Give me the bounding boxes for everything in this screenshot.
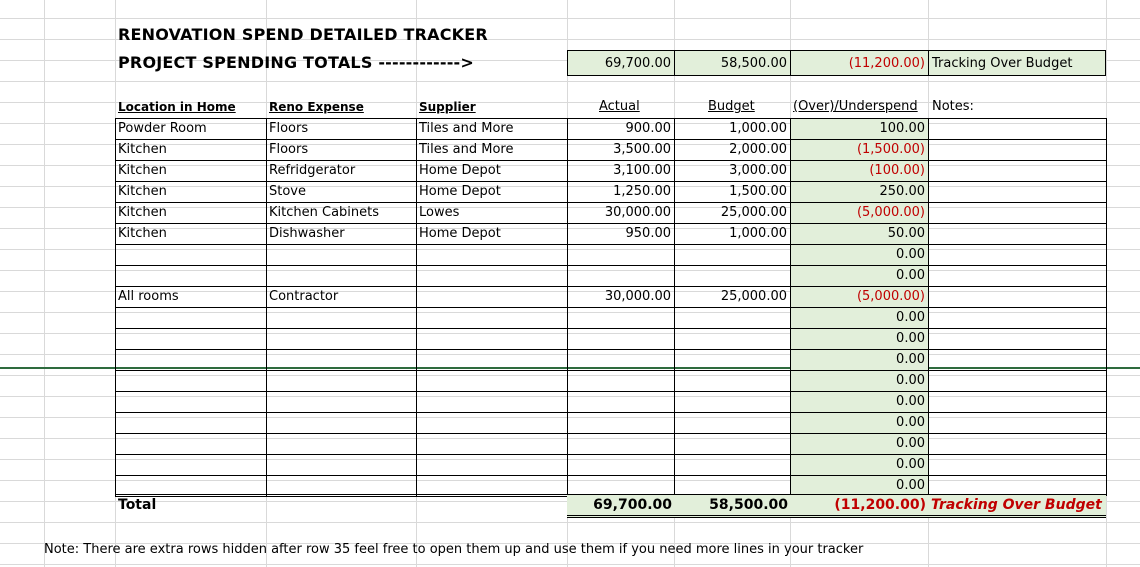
cell-location[interactable]: Kitchen [118,163,167,178]
header-actual: Actual [599,99,640,114]
table-border-h [115,181,1106,182]
cell-budget[interactable]: 2,000.00 [729,142,787,157]
project-totals-label: PROJECT SPENDING TOTALS ------------> [118,53,475,72]
cell-supplier[interactable] [416,475,567,496]
table-border-h [115,307,1106,308]
header-location: Location in Home [118,100,236,114]
cell-actual[interactable] [567,307,674,328]
cell-budget[interactable] [674,454,790,475]
cell-notes[interactable] [928,223,1106,244]
cell-actual[interactable]: 1,250.00 [613,184,671,199]
header-diff: (Over)/Underspend [793,99,918,114]
cell-actual[interactable] [567,433,674,454]
table-border-v [266,118,267,496]
cell-budget[interactable] [674,349,790,370]
table-border-h [115,328,1106,329]
cell-budget[interactable]: 25,000.00 [720,289,787,304]
cell-expense[interactable] [266,244,416,265]
cell-actual[interactable] [567,244,674,265]
cell-diff[interactable]: (5,000.00) [790,202,928,223]
cell-actual[interactable]: 30,000.00 [604,289,671,304]
table-border-h [115,454,1106,455]
cell-notes[interactable] [928,328,1106,349]
cell-notes[interactable] [928,244,1106,265]
gridline-h [0,522,1140,523]
table-border-h [115,202,1106,203]
cell-budget[interactable] [674,475,790,496]
total-border-h [115,494,1106,495]
table-border-h [115,265,1106,266]
cell-location[interactable]: All rooms [118,289,179,304]
cell-notes[interactable] [928,307,1106,328]
total-border-h [567,517,1106,518]
cell-budget[interactable]: 1,000.00 [729,226,787,241]
cell-budget[interactable]: 25,000.00 [720,205,787,220]
total-border-h [567,515,1106,516]
cell-actual[interactable]: 3,500.00 [613,142,671,157]
cell-location[interactable] [115,244,266,265]
cell-supplier[interactable] [416,286,567,307]
cell-location[interactable] [115,328,266,349]
cell-expense[interactable]: Floors [269,142,309,157]
cell-diff[interactable]: 0.00 [790,265,928,286]
cell-expense[interactable]: Contractor [269,289,339,304]
gridline-v [44,0,45,567]
cell-diff[interactable]: (100.00) [790,160,928,181]
cell-location[interactable] [115,454,266,475]
cell-actual[interactable]: 900.00 [625,121,671,136]
cell-budget[interactable] [674,307,790,328]
cell-diff[interactable]: 0.00 [790,349,928,370]
cell-supplier[interactable] [416,349,567,370]
cell-supplier[interactable] [416,370,567,391]
sheet-title: RENOVATION SPEND DETAILED TRACKER [118,25,488,44]
cell-notes[interactable] [928,370,1106,391]
header-expense: Reno Expense [269,100,364,114]
cell-expense[interactable]: Kitchen Cabinets [269,205,380,220]
cell-expense[interactable] [266,454,416,475]
cell-expense[interactable] [266,328,416,349]
gridline-h [0,81,1140,82]
cell-expense[interactable] [266,475,416,496]
total-budget[interactable]: 58,500.00 [674,494,791,517]
cell-location[interactable] [115,370,266,391]
cell-location[interactable] [115,475,266,496]
cell-diff[interactable]: 0.00 [790,454,928,475]
cell-budget[interactable] [674,391,790,412]
gridline-h [0,18,1140,19]
cell-expense[interactable] [266,307,416,328]
table-border-h [115,223,1106,224]
cell-expense[interactable] [266,265,416,286]
cell-expense[interactable] [266,349,416,370]
cell-location[interactable]: Kitchen [118,226,167,241]
cell-diff[interactable]: 0.00 [790,244,928,265]
cell-supplier[interactable] [416,244,567,265]
total-label: Total [118,497,157,513]
cell-supplier[interactable] [416,391,567,412]
table-border-v [1106,118,1107,496]
cell-diff[interactable]: 0.00 [790,412,928,433]
cell-diff[interactable]: 0.00 [790,328,928,349]
table-border-v [928,118,929,496]
cell-expense[interactable] [266,370,416,391]
table-border-h [115,391,1106,392]
cell-budget[interactable] [674,412,790,433]
cell-diff[interactable]: (1,500.00) [790,139,928,160]
table-border-h [115,118,1106,119]
table-border-v [115,118,116,496]
cell-budget[interactable] [674,328,790,349]
footer-note: Note: There are extra rows hidden after row 35 feel free to open them up and use them if you need more lines in your tracker [44,542,864,557]
cell-location[interactable] [115,391,266,412]
cell-supplier[interactable] [416,433,567,454]
table-border-h [115,370,1106,371]
top-total-status[interactable]: Tracking Over Budget [928,50,1106,76]
cell-location[interactable]: Kitchen [118,205,167,220]
cell-budget[interactable] [674,370,790,391]
cell-supplier[interactable]: Tiles and More [419,121,514,136]
cell-notes[interactable] [928,433,1106,454]
cell-supplier[interactable] [416,265,567,286]
cell-location[interactable] [115,265,266,286]
cell-diff[interactable]: 0.00 [790,475,928,496]
cell-notes[interactable] [928,391,1106,412]
table-border-h [115,160,1106,161]
cell-expense[interactable]: Refridgerator [269,163,356,178]
cell-expense[interactable] [266,433,416,454]
cell-location[interactable] [115,412,266,433]
cell-actual[interactable]: 30,000.00 [604,205,671,220]
total-status[interactable]: Tracking Over Budget [928,494,1106,517]
table-border-h [115,433,1106,434]
header-budget: Budget [708,99,755,114]
table-border-h [115,349,1106,350]
cell-location[interactable] [115,433,266,454]
cell-supplier[interactable] [416,412,567,433]
cell-notes[interactable] [928,475,1106,496]
cell-notes[interactable] [928,160,1106,181]
cell-supplier[interactable] [416,454,567,475]
total-diff[interactable]: (11,200.00) [790,494,929,517]
cell-supplier[interactable]: Tiles and More [419,142,514,157]
header-supplier: Supplier [419,100,476,114]
cell-actual[interactable] [567,412,674,433]
table-border-h [115,475,1106,476]
cell-diff[interactable]: 0.00 [790,433,928,454]
table-border-v [567,118,568,496]
table-border-v [416,118,417,496]
cell-actual[interactable] [567,349,674,370]
cell-budget[interactable]: 3,000.00 [729,163,787,178]
total-actual[interactable]: 69,700.00 [567,494,675,517]
cell-diff[interactable]: 100.00 [790,118,928,139]
cell-actual[interactable] [567,475,674,496]
top-total-diff[interactable]: (11,200.00) [790,50,929,76]
cell-diff[interactable]: 0.00 [790,307,928,328]
cell-notes[interactable] [928,349,1106,370]
cell-notes[interactable] [928,202,1106,223]
cell-diff[interactable]: (5,000.00) [790,286,928,307]
cell-notes[interactable] [928,454,1106,475]
cell-diff[interactable]: 50.00 [790,223,928,244]
cell-actual[interactable] [567,265,674,286]
top-total-actual[interactable]: 69,700.00 [567,50,675,76]
cell-expense[interactable]: Floors [269,121,309,136]
cell-location[interactable] [115,349,266,370]
cell-actual[interactable] [567,391,674,412]
table-border-v [674,118,675,496]
cell-supplier[interactable]: Home Depot [419,226,501,241]
cell-diff[interactable]: 250.00 [790,181,928,202]
table-border-h [115,244,1106,245]
table-border-h [115,412,1106,413]
cell-expense[interactable] [266,391,416,412]
header-notes: Notes: [932,99,974,114]
cell-location[interactable] [115,307,266,328]
cell-budget[interactable] [674,244,790,265]
cell-supplier[interactable]: Lowes [419,205,460,220]
cell-expense[interactable] [266,412,416,433]
cell-diff[interactable]: 0.00 [790,370,928,391]
cell-actual[interactable] [567,370,674,391]
cell-notes[interactable] [928,412,1106,433]
cell-supplier[interactable] [416,307,567,328]
cell-actual[interactable]: 3,100.00 [613,163,671,178]
cell-budget[interactable] [674,265,790,286]
cell-actual[interactable] [567,328,674,349]
cell-location[interactable]: Powder Room [118,121,207,136]
cell-diff[interactable]: 0.00 [790,391,928,412]
cell-notes[interactable] [928,286,1106,307]
top-total-budget[interactable]: 58,500.00 [674,50,791,76]
cell-budget[interactable]: 1,500.00 [729,184,787,199]
cell-notes[interactable] [928,265,1106,286]
cell-expense[interactable]: Dishwasher [269,226,345,241]
table-border-h [115,139,1106,140]
cell-notes[interactable] [928,139,1106,160]
cell-location[interactable]: Kitchen [118,142,167,157]
cell-expense[interactable]: Stove [269,184,306,199]
gridline-h [0,564,1140,565]
cell-notes[interactable] [928,181,1106,202]
cell-supplier[interactable] [416,328,567,349]
cell-actual[interactable] [567,454,674,475]
cell-budget[interactable]: 1,000.00 [729,121,787,136]
cell-actual[interactable]: 950.00 [625,226,671,241]
cell-budget[interactable] [674,433,790,454]
cell-supplier[interactable]: Home Depot [419,163,501,178]
table-border-h [115,286,1106,287]
cell-notes[interactable] [928,118,1106,139]
cell-location[interactable]: Kitchen [118,184,167,199]
table-border-v [790,118,791,496]
cell-supplier[interactable]: Home Depot [419,184,501,199]
